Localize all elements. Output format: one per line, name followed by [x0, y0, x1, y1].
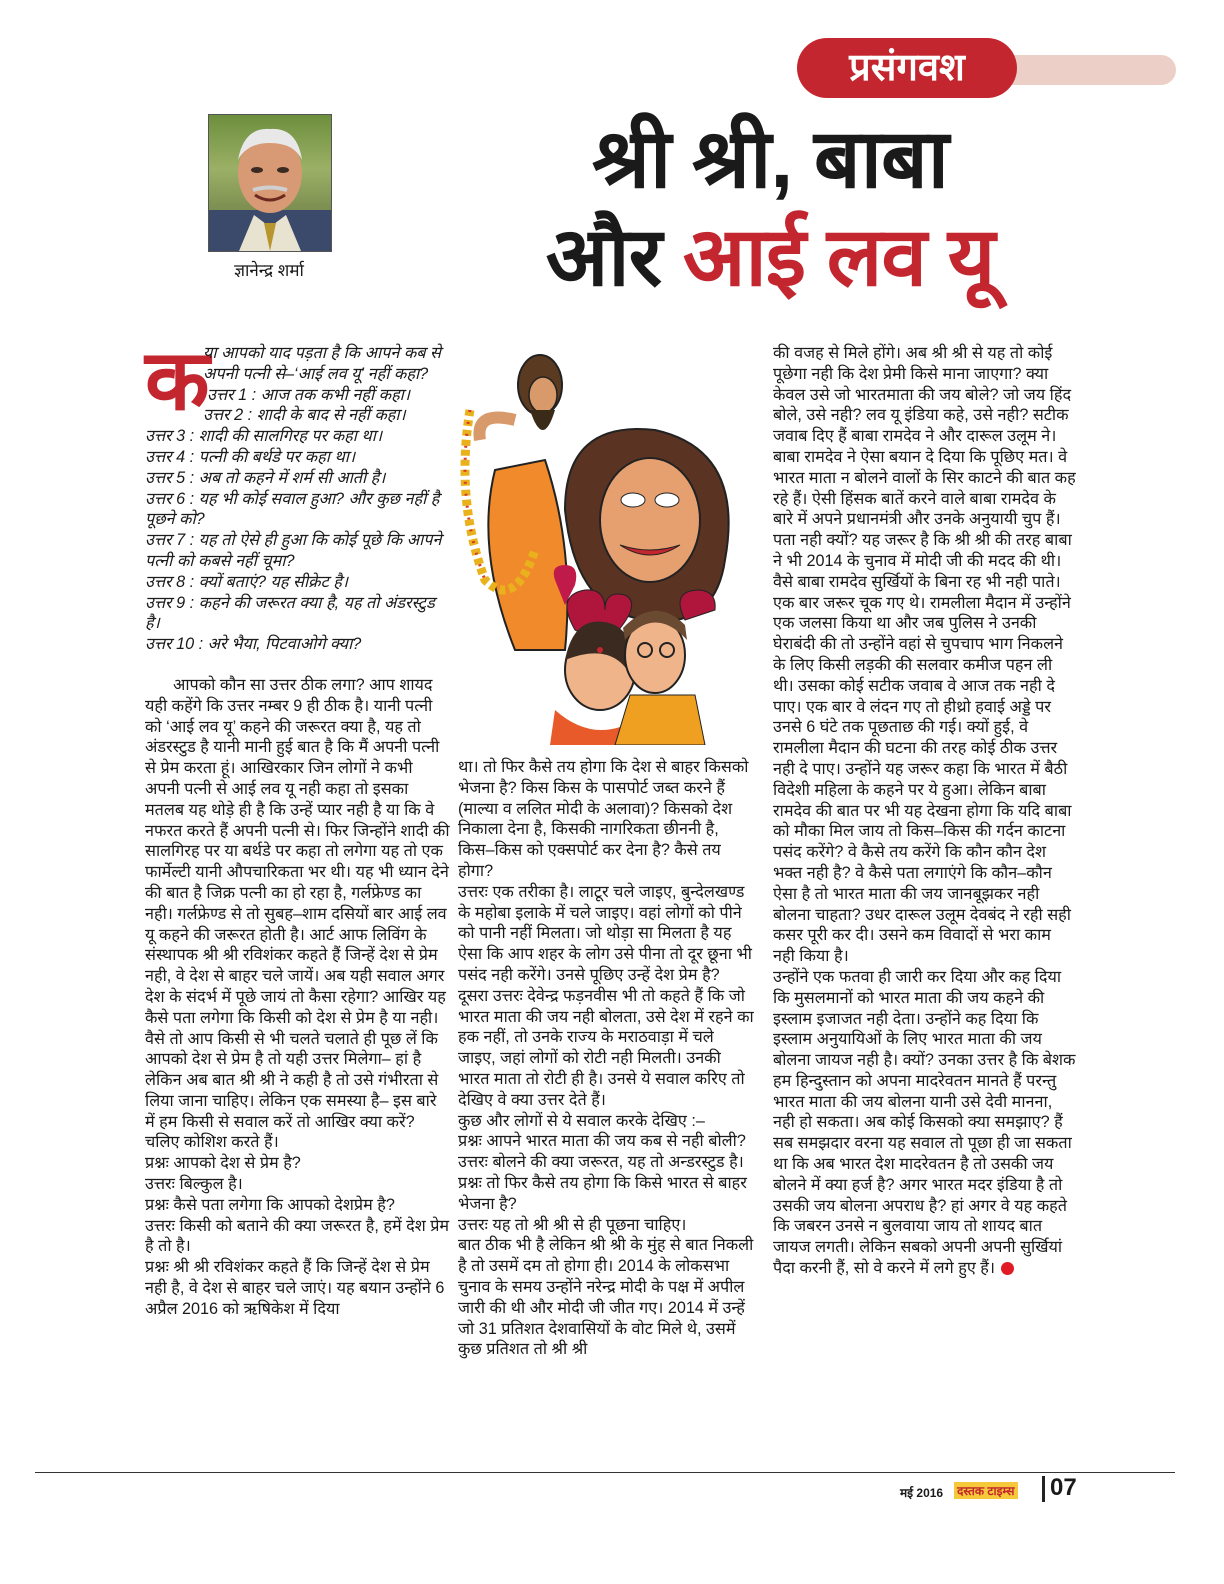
- answer-item: उत्तर 4 : पत्नी की बर्थडे पर कहा था।: [145, 447, 356, 466]
- qa-line: प्रश्नः तो फिर कैसे तय होगा कि किसे भारत से बाहर भेजना है?: [458, 1173, 747, 1213]
- page-number: 07: [1050, 1474, 1077, 1501]
- answer-item: उत्तर 1 : आज तक कभी नहीं कहा।: [207, 385, 411, 404]
- body-paragraph: की वजह से मिले होंगे। अब श्री श्री से यह तो कोई पूछेगा नही कि देश प्रेमी किसे माना जाएगा? क्या केवल उसे जो भारतमाता की जय बोले? जो जय हिंद बोले, उसे नही? लव यू इंडिया कहे, उसे नही? सटीक जवाब दिए हैं बाबा रामदेव ने और दारूल उलूम ने। बाबा रामदेव ने ऐसा बयान दे दिया कि पूछिए मत। वे भारत माता न बोलने वालों के सिर काटने की बात कह रहे हैं। ऐसी हिंसक बातें करने वाले बाबा रामदेव के बारे में अपने प्रधानमंत्री और उनके अनुयायी चुप हैं। पता नही क्यों? यह जरूर है कि श्री श्री की तरह बाबा ने भी 2014 के चुनाव में मोदी जी की मदद की थी। वैसे बाबा रामदेव सुर्खियों के बिना रह भी नही पाते। एक बार जरूर चूक गए थे। रामलीला मैदान में उन्होंने एक जलसा किया था और जब पुलिस ने उनकी घेराबंदी की तो उन्होंने वहां से चुपचाप भाग निकलने के लिए किसी लड़की की सलवार कमीज पहन ली थी। उसका कोई सटीक जवाब वे आज तक नही दे पाए। एक बार वे लंदन गए तो हीथ्रो हवाई अड्डे पर उनसे 6 घंटे तक पूछताछ की गई। क्यों हुई, वे रामलीला मैदान की घटना की तरह कोई ठीक उत्तर नही दे पाए। उन्होंने यह जरूर कहा कि भारत में बैठी विदेशी महिला के कहने पर ये हुआ। लेकिन बाबा रामदेव की बात पर भी यह देखना होगा कि यदि बाबा को मौका मिल जाय तो किस–किस की गर्दन काटना पसंद करेंगे? वे कैसे तय करेंगे कि कौन कौन देश भक्त नही है? वे कैसे पता लगाएंगे कि कौन–कौन ऐसा है तो भारत माता की जय जानबूझकर नही बोलना चाहता? उधर दारूल उलूम देवबंद ने रही सही कसर पूरी कर दी। उसने कम विवादों से भरा काम नही किया है।: [773, 344, 1076, 966]
- drop-cap: क: [145, 333, 210, 427]
- closing-paragraph-text: उन्होंने एक फतवा ही जारी कर दिया और कह दिया कि मुसलमानों को भारत माता की जय कहने की इस्लाम इजाजत नही देता। उन्होंने कह दिया कि इस्लाम अनुयायिओं के लिए भारत माता की जय बोलना जायज नही है। क्यों? उनका उत्तर है कि बेशक हम हिन्दुस्तान को अपना मादरेवतन मानते हैं परन्तु भारत माता की जय बोलना यानी उसे देवी मानना, नही हो सकता। अब कोई किसको क्या समझाए? हैं सब समझदार वरना यह सवाल तो पूछा ही जा सकता था कि अब भारत देश मादरेवतन है तो उसकी जय बोलने में क्या हर्ज है? अगर भारत मदर इंडिया है तो उसकी जय बोलना अपराध है? हां अगर वे यह कहते कि जबरन उनसे न बुलवाया जाय तो शायद बात जायज लगती। लेकिन सबको अपनी अपनी सुर्खियां पैदा करनी हैं, सो वे करने में लगे हुए हैं।: [773, 967, 1076, 1278]
- answer-item: उत्तर 3 : शादी की सालगिरह पर कहा था।: [145, 427, 383, 446]
- author-name: ज्ञानेन्द्र शर्मा: [234, 261, 304, 280]
- section-tag: प्रसंगवश: [797, 38, 1017, 98]
- footer-date: मई 2016: [900, 1486, 944, 1500]
- answer-item: उत्तर 7 : यह तो ऐसे ही हुआ कि कोई पूछे कि आपने पत्नी को कबसे नहीं चूमा?: [145, 531, 442, 570]
- footer-rule: [35, 1472, 1175, 1473]
- cartoon-baba-sri-sri-icon: [455, 350, 750, 745]
- publication-logo: दस्तक टाइम्स: [954, 1482, 1018, 1499]
- qa-line: प्रश्नः श्री श्री रविशंकर कहते हैं कि जिन्हें देश से प्रेम नही है, वे देश से बाहर चले जाएं। यह बयान उन्होंने 6 अप्रैल 2016 को ऋषिकेश में दिया: [145, 1258, 445, 1318]
- answer-item: उत्तर 5 : अब तो कहने में शर्म सी आती है।: [145, 468, 386, 487]
- article-column-3: [773, 343, 1076, 1279]
- footer-separator: [1042, 1476, 1045, 1502]
- qa-line: प्रश्नः आपने भारत माता की जय कब से नही बोली?: [458, 1132, 746, 1151]
- article-column-2: [458, 757, 755, 1360]
- body-paragraph: बात ठीक भी है लेकिन श्री श्री के मुंह से बात निकली है तो उसमें दम तो होगा ही। 2014 के लोकसभा चुनाव के समय उन्होंने नरेन्द्र मोदी के पक्ष में अपील जारी की थी और मोदी जी जीत गए। 2014 में उन्हें जो 31 प्रतिशत देशवासियों के वोट मिले थे, उसमें कुछ प्रतिशत तो श्री श्री: [458, 1236, 754, 1359]
- headline-line-1: श्री श्री, बाबा: [591, 114, 949, 205]
- headline-accent: आई लव यू: [682, 212, 995, 303]
- answer-item: उत्तर 6 : यह भी कोई सवाल हुआ? और कुछ नहीं है पूछने को?: [145, 489, 440, 529]
- intro-question: या आपको याद पड़ता है कि आपने कब से अपनी पत्नी से–‘आई लव यू’ नहीं कहा?: [203, 344, 441, 383]
- author-photo: [208, 114, 332, 252]
- article-column-1: [145, 333, 450, 1320]
- body-paragraph: कुछ और लोगों से ये सवाल करके देखिए :–: [458, 1111, 705, 1130]
- author-portrait-icon: [209, 115, 331, 251]
- end-mark-icon: [1001, 1262, 1014, 1275]
- qa-line: उत्तरः यह तो श्री श्री से ही पूछना चाहिए।: [458, 1215, 687, 1234]
- qa-line: उत्तरः बिल्कुल है।: [145, 1175, 243, 1194]
- qa-line: उत्तरः बोलने की क्या जरूरत, यह तो अन्डरस्टुड है।: [458, 1153, 744, 1172]
- cartoon-illustration: [455, 350, 750, 745]
- qa-line: प्रश्नः कैसे पता लगेगा कि आपको देशप्रेम है?: [145, 1195, 395, 1214]
- qa-line: प्रश्नः आपको देश से प्रेम है?: [145, 1154, 301, 1173]
- headline-line-2: [500, 210, 1040, 306]
- qa-line: उत्तरः किसी को बताने की क्या जरूरत है, हमें देश प्रेम है तो है।: [145, 1216, 450, 1256]
- answer-item: उत्तर 2 : शादी के बाद से नहीं कहा।: [203, 406, 406, 425]
- body-paragraph: था। तो फिर कैसे तय होगा कि देश से बाहर किसको भेजना है? किस किस के पासपोर्ट जब्त करने हैं (माल्या व ललित मोदी के अलावा)? किसको देश निकाला देना है, किसकी नागरिकता छीननी है, किस–किस को एक्सपोर्ट कर देना है? कैसे तय होगा?: [458, 758, 749, 880]
- body-paragraph: दूसरा उत्तरः देवेन्द्र फड़नवीस भी तो कहते हैं कि जो भारत माता की जय नही बोलता, उसे देश में रहने का हक नहीं, तो उनके राज्य के मराठवाड़ा में चले जाइए, जहां लोगों को रोटी नही मिलती। उनकी भारत माता तो रोटी ही है। उनसे ये सवाल करिए तो देखिए वे क्या उत्तर देते हैं।: [458, 986, 754, 1109]
- body-paragraph: आपको कौन सा उत्तर ठीक लगा? आप शायद यही कहेंगे कि उत्तर नम्बर 9 ही ठीक है। यानी पत्नी को ‘आई लव यू’ कहने की जरूरत क्या है, यह तो अंडरस्टुड है यानी मानी हुई बात है कि मैं अपनी पत्नी से प्रेम करता हूं। आखिरकार जिन लोगों ने कभी अपनी पत्नी से आई लव यू नही कहा तो इसका मतलब यह थोड़े ही है कि उन्हें प्यार नही है या कि वे नफरत करते हैं अपनी पत्नी से। फिर जिन्होंने शादी की सालगिरह पर या बर्थडे पर कहा तो लगेगा यह तो एक फार्मेल्टी यानी औपचारिकता भर थी। यह भी ध्यान देने की बात है जिक्र पत्नी का हो रहा है, गर्लफ्रेण्ड का नही। गर्लफ्रेण्ड से तो सुबह–शाम दसियों बार आई लव यू कहने की जरूरत होती है। आर्ट आफ लिविंग के संस्थापक श्री श्री रविशंकर कहते हैं जिन्हें देश से प्रेम नही, वे देश से बाहर चले जायें। अब यही सवाल अगर देश के संदर्भ में पूछे जायं तो कैसा रहेगा? आखिर यह कैसे पता लगेगा कि किसी को देश से प्रेम है या नही। वैसे तो आप किसी से भी चलते चलाते ही पूछ लें कि आपको देश से प्रेम है तो यही उत्तर मिलेगा– हां है लेकिन अब बात श्री श्री ने कही है तो उसे गंभीरता से लिया जाना चाहिए। लेकिन एक समस्या है– इस बारे में हम किसी से सवाल करें तो आखिर क्या करें? चलिए कोशिश करते हैं।: [145, 675, 450, 1152]
- answer-item: उत्तर 10 : अरे भैया, पिटवाओगे क्या?: [145, 635, 362, 654]
- body-paragraph: [773, 967, 1076, 1279]
- answer-item: उत्तर 8 : क्यों बताएं? यह सीक्रेट है।: [145, 572, 348, 591]
- body-paragraph: उत्तरः एक तरीका है। लाटूर चले जाइए, बुन्देलखण्ड के महोबा इलाके में चले जाइए। वहां लोगों को पीने को पानी नहीं मिलता। जो थोड़ा सा मिलता है यह ऐसा कि आप शहर के लोग उसे पीना तो दूर छूना भी पसंद नही करेंगे। उनसे पूछिए उन्हें देश प्रेम है?: [458, 882, 752, 984]
- headline-plain: और: [545, 212, 662, 303]
- answer-item: उत्तर 9 : कहने की जरूरत क्या है, यह तो अंडरस्टुड है।: [145, 593, 435, 633]
